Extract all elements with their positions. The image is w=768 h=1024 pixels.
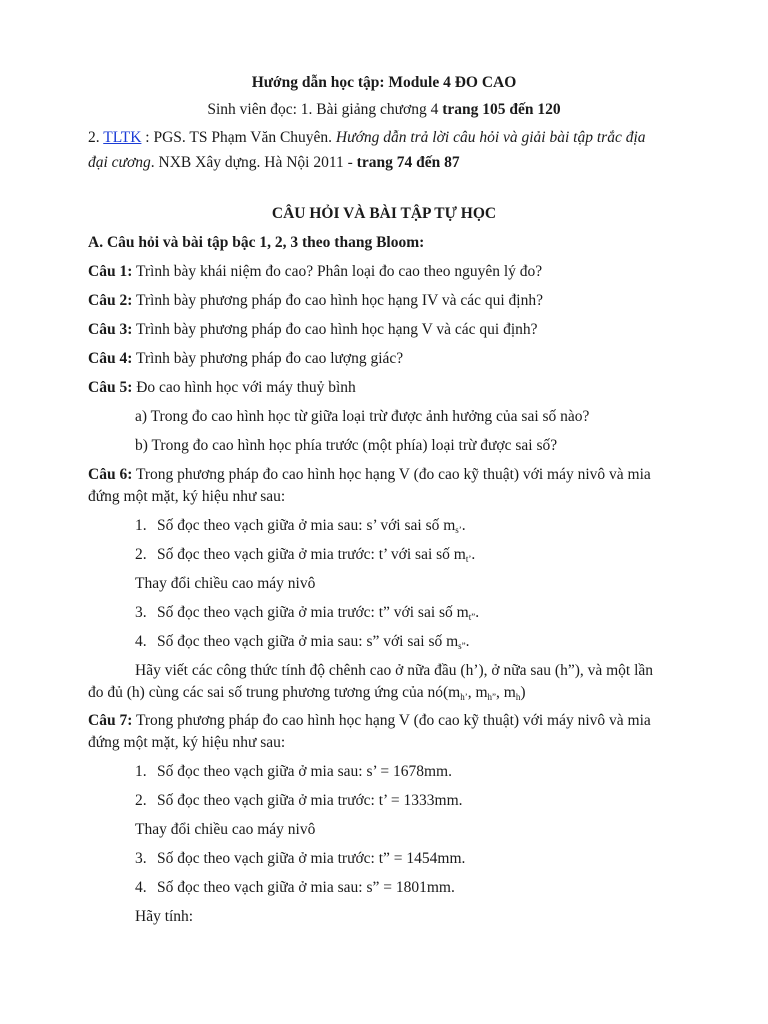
question-text: Trong phương pháp đo cao hình học hạng V (đo cao kỹ thuật) với máy nivô và mia [132,466,651,483]
question-label: Câu 3: [88,321,133,338]
question-label: Câu 4: [88,350,133,367]
list-item: 1. Số đọc theo vạch giữa ở mia sau: s’ = 1678mm. [135,763,452,780]
question-4 [88,349,403,369]
question-text: Trình bày phương pháp đo cao hình học hạng IV và các qui định? [132,292,543,309]
list-item: 4. Số đọc theo vạch giữa ở mia sau: s” = 1801mm. [135,879,455,896]
question-label: Câu 2: [88,292,133,309]
section-title: CÂU HỎI VÀ BÀI TẬP TỰ HỌC [271,205,497,222]
question-label: Câu 7: [88,712,133,729]
reference-title-part2: đại cương [88,154,151,171]
question-text: Trình bày phương pháp đo cao lượng giác? [132,350,404,367]
question-5-part-b: b) Trong đo cao hình học phía trước (một phía) loại trừ được sai số? [135,437,558,454]
question-text: Trong phương pháp đo cao hình học hạng V (đo cao kỹ thuật) với máy nivô và mia [132,712,651,729]
list-item: 1. Số đọc theo vạch giữa ở mia sau: s’ với sai số $m_{s’}$. [135,517,466,535]
question-1 [88,262,542,282]
subsection-heading: A. Câu hỏi và bài tập bậc 1, 2, 3 theo thang Bloom: [88,234,425,251]
tltk-link[interactable]: TLTK [103,129,142,146]
question-label: Câu 6: [88,466,133,483]
question-text: Trình bày phương pháp đo cao hình học hạng V và các qui định? [132,321,538,338]
question-6 [88,465,651,485]
reference-publisher: . NXB Xây dựng. Hà Nội 2011 - [150,154,357,171]
reading-pages: trang 105 đến 120 [442,101,561,118]
reference-author: : PGS. TS Phạm Văn Chuyên. [141,129,336,146]
reading-prefix: Sinh viên đọc: 1. Bài giảng chương 4 [207,101,443,118]
question-2 [88,291,543,311]
question-3 [88,320,538,340]
question-6-cont: đứng một mặt, ký hiệu như sau: [88,488,286,505]
reference-pages: trang 74 đến 87 [356,154,460,171]
question-label: Câu 1: [88,263,133,280]
question-5-part-a: a) Trong đo cao hình học từ giữa loại trừ được ảnh hưởng của sai số nào? [135,408,590,425]
page-title: Hướng dẫn học tập: Module 4 ĐO CAO [251,74,517,91]
instruction-text: Thay đổi chiều cao máy nivô [135,575,316,592]
question-7 [88,711,651,731]
task-text-cont: đo đủ (h) cùng các sai số trung phương tương ứng của $nó(m_{h’}$, $m_{h”}$, $m_h$) [88,684,526,702]
reference-title-part1: Hướng dẫn trả lời câu hỏi và giải bài tập trắc địa [335,129,646,146]
reading-line [0,100,768,120]
list-item: 3. Số đọc theo vạch giữa ở mia trước: t” với sai số $m_{t”}$. [135,604,480,622]
question-text: Trình bày khái niệm đo cao? Phân loại đo cao theo nguyên lý đo? [132,263,543,280]
question-5 [88,378,356,398]
list-item: 2. Số đọc theo vạch giữa ở mia trước: t’ = 1333mm. [135,792,463,809]
task-text: Hãy viết các công thức tính độ chênh cao ở nữa đầu (h’), ở nữa sau (h”), và một lần [135,662,654,679]
reference-line-1 [88,128,646,148]
reference-line-2 [88,153,460,173]
question-label: Câu 5: [88,379,133,396]
question-7-cont: đứng một mặt, ký hiệu như sau: [88,734,286,751]
list-item: 4. Số đọc theo vạch giữa ở mia sau: s” với sai số $m_{s”}$. [135,633,470,651]
task-text: Hãy tính: [135,908,194,925]
reference-number: 2. [88,129,104,146]
question-text: Đo cao hình học với máy thuỷ bình [132,379,356,396]
instruction-text: Thay đổi chiều cao máy nivô [135,821,316,838]
list-item: 2. Số đọc theo vạch giữa ở mia trước: t’ với sai số $m_{t’}$. [135,546,476,564]
list-item: 3. Số đọc theo vạch giữa ở mia trước: t” = 1454mm. [135,850,466,867]
